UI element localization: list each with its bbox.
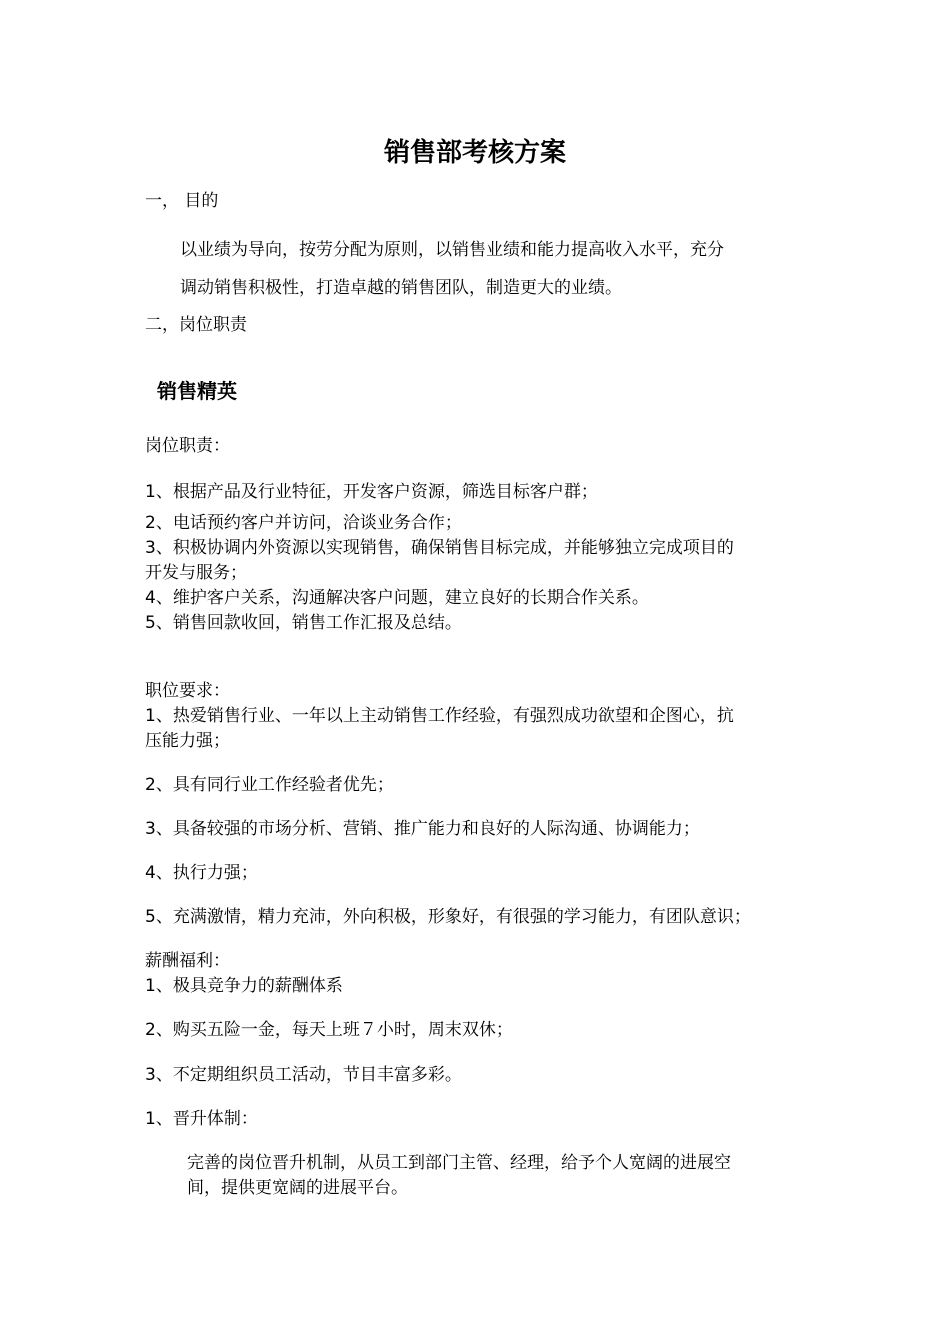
document-title: 销售部考核方案 — [383, 138, 566, 168]
requirement-item: 5、充满激情，精力充沛，外向积极，形象好，有很强的学习能力，有团队意识； — [145, 907, 751, 927]
promotion-text-line-2: 间，提供更宽阔的进展平台。 — [187, 1178, 408, 1198]
section-heading-duties: 二，岗位职责 — [145, 315, 247, 335]
purpose-text-line-2: 调动销售积极性，打造卓越的销售团队，制造更大的业绩。 — [180, 278, 622, 298]
duty-item: 1、根据产品及行业特征，开发客户资源，筛选目标客户群； — [145, 482, 598, 502]
role-title: 销售精英 — [157, 379, 237, 403]
duty-item: 2、电话预约客户并访问，洽谈业务合作； — [145, 513, 462, 533]
benefit-item: 1、极具竞争力的薪酬体系 — [145, 976, 343, 996]
duty-item: 4、维护客户关系，沟通解决客户问题，建立良好的长期合作关系。 — [145, 588, 649, 608]
requirement-item: 1、热爱销售行业、一年以上主动销售工作经验，有强烈成功欲望和企图心，抗 — [145, 706, 734, 726]
purpose-text-line-1: 以业绩为导向，按劳分配为原则，以销售业绩和能力提高收入水平，充分 — [180, 240, 724, 260]
section-heading-purpose: 一， 目的 — [145, 191, 219, 211]
requirement-item: 4、执行力强； — [145, 863, 258, 883]
benefit-item: 2、购买五险一金，每天上班７小时，周末双休； — [145, 1020, 513, 1040]
duties-label: 岗位职责： — [145, 436, 230, 456]
benefits-label: 薪酬福利： — [145, 951, 230, 971]
duty-item: 5、销售回款收回，销售工作汇报及总结。 — [145, 613, 462, 633]
benefit-item: 3、不定期组织员工活动，节目丰富多彩。 — [145, 1065, 462, 1085]
requirement-item: 2、具有同行业工作经验者优先； — [145, 775, 394, 795]
requirement-item-continuation: 压能力强； — [145, 731, 230, 751]
duty-item-continuation: 开发与服务； — [145, 563, 247, 583]
duty-item: 3、积极协调内外资源以实现销售，确保销售目标完成，并能够独立完成项目的 — [145, 538, 734, 558]
promotion-label: 1、晋升体制： — [145, 1109, 258, 1129]
promotion-text-line-1: 完善的岗位晋升机制，从员工到部门主管、经理，给予个人宽阔的进展空 — [187, 1153, 731, 1173]
requirement-item: 3、具备较强的市场分析、营销、推广能力和良好的人际沟通、协调能力； — [145, 819, 700, 839]
requirements-label: 职位要求： — [145, 681, 230, 701]
